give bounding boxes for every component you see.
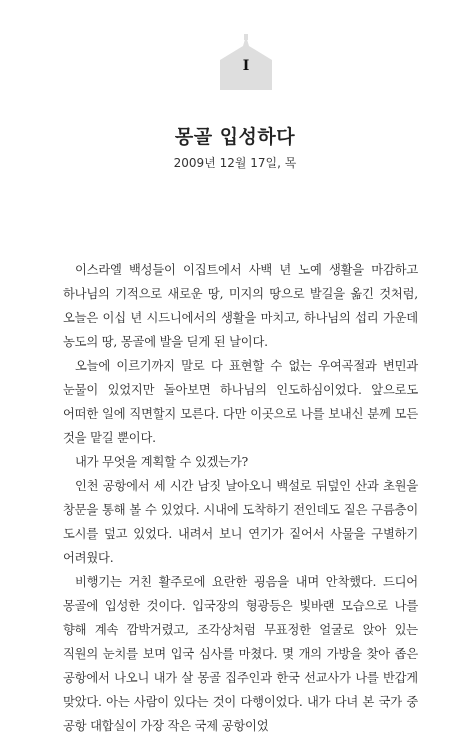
chapter-title: 몽골 입성하다 <box>174 126 296 148</box>
chapter-number: I <box>242 58 250 74</box>
paragraph: 이스라엘 백성들이 이집트에서 사백 년 노예 생활을 마감하고 하나님의 기적으로 새로운 땅, 미지의 땅으로 발길을 옮긴 것처럼, 오늘은 이십 년 시드니에서의 생활을 마치고, 하나님의 섭리 가운데 농도의 땅, 몽골에 발을 딛게 된 날이다. <box>63 263 418 349</box>
body-text <box>63 258 418 738</box>
chapter-date: 2009년 12월 17일, 목 <box>173 156 297 170</box>
paragraph: 오늘에 이르기까지 말로 다 표현할 수 없는 우여곡절과 변민과 눈물이 있었지만 돌아보면 하나님의 인도하심이었다. 앞으로도 어떠한 일에 직면할지 모른다. 다만 이곳으로 나를 보내신 분께 모든 것을 맡길 뿐이다. <box>63 359 418 445</box>
paragraph: 비행기는 거친 활주로에 요란한 굉음을 내며 안착했다. 드디어 몽골에 입성한 것이다. 입국장의 형광등은 빛바랜 모습으로 나를 향해 계속 깜박거렸고, 조각상처럼 무표정한 얼굴로 앉아 있는 직원의 눈치를 보며 입국 심사를 마쳤다. 몇 개의 가방을 찾아 좁은 공항에서 나오니 내가 살 몽골 집주인과 한국 선교사가 나를 반갑게 맞았다. 아는 사람이 있다는 것이 다행이었다. 내가 다녀 본 국가 중 공항 대합실이 가장 작은 국제 공항이었 <box>63 575 418 733</box>
paragraph: 인천 공항에서 세 시간 남짓 날아오니 백설로 뒤덮인 산과 초원을 창문을 통해 볼 수 있었다. 시내에 도착하기 전인데도 짙은 구름층이 도시를 덮고 있었다. 내려서 보니 연기가 짙어서 사물을 구별하기 어려웠다. <box>63 479 418 565</box>
chapter-badge <box>216 34 276 92</box>
paragraph: 내가 무엇을 계획할 수 있겠는가? <box>75 455 249 469</box>
